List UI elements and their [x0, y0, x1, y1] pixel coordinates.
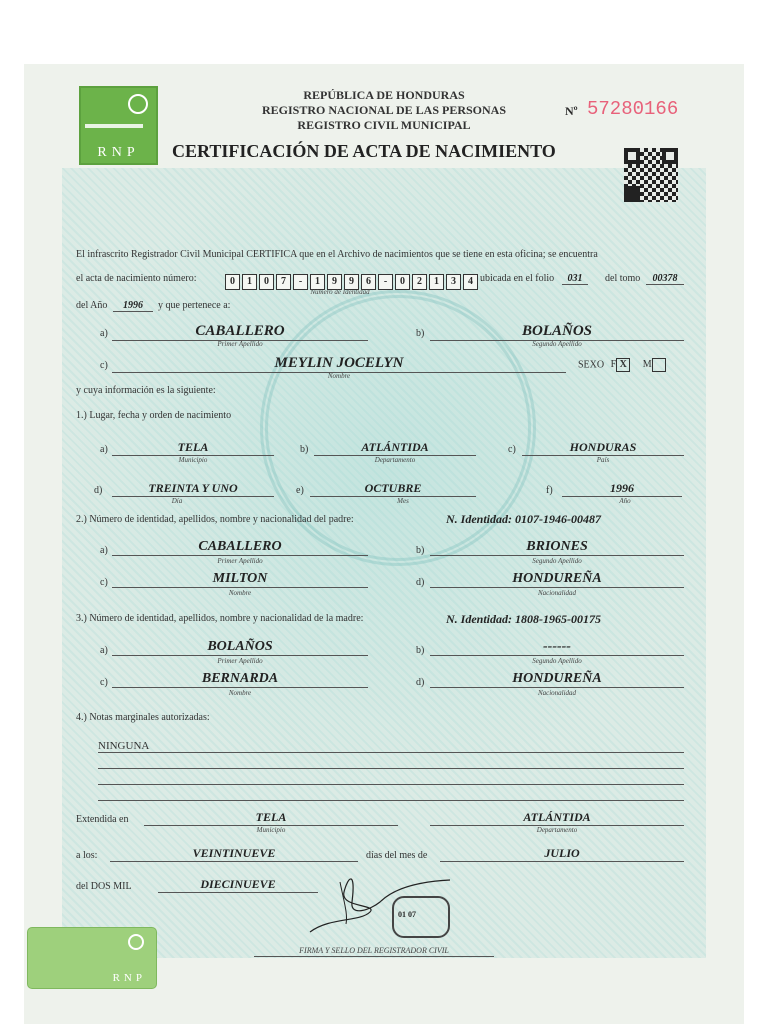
notes-line	[98, 768, 684, 769]
tomo-label: del tomo	[605, 273, 641, 284]
folio-label: ubicada en el folio	[480, 273, 555, 284]
sexo-group	[578, 358, 666, 372]
birth-country-caption: País	[596, 456, 610, 464]
signature-caption: FIRMA Y SELLO DEL REGISTRADOR CIVIL	[299, 946, 449, 955]
section-2-label: 2.) Número de identidad, apellidos, nombre y nacionalidad del padre:	[76, 514, 354, 525]
sexo-label: SEXO	[578, 359, 605, 371]
certificate-number: 57280166	[587, 98, 679, 120]
birth-department: ATLÁNTIDA	[314, 440, 476, 456]
id-digit: 2	[412, 274, 427, 290]
seal-date: 01 07	[398, 910, 416, 919]
dias-mes-label: días del mes de	[366, 850, 428, 861]
tomo-value: 00378	[646, 273, 684, 285]
s2-d-label: d)	[416, 577, 425, 588]
birth-municipality: TELA	[112, 440, 274, 456]
birth-year-caption: Año	[619, 497, 631, 505]
sexo-m-label: M	[642, 359, 652, 371]
father-id: N. Identidad: 0107-1946-00487	[446, 512, 601, 526]
mother-id: N. Identidad: 1808-1965-00175	[446, 612, 601, 626]
s1-d-label: d)	[94, 485, 103, 496]
s1-a-label: a)	[100, 444, 108, 455]
id-digit: 4	[463, 274, 478, 290]
header-line-2: REGISTRO NACIONAL DE LAS PERSONAS	[261, 103, 507, 117]
father-second-surname: BRIONES	[430, 539, 684, 556]
birth-department-caption: Departamento	[374, 456, 416, 464]
logo-text: RNP	[97, 145, 140, 160]
id-digit: 0	[225, 274, 240, 290]
mother-name: BERNARDA	[112, 671, 368, 688]
person-second-surname: BOLAÑOS	[430, 323, 684, 341]
id-digit: 1	[242, 274, 257, 290]
notes-line	[98, 784, 684, 785]
document-title: CERTIFICACIÓN DE ACTA DE NACIMIENTO	[172, 141, 556, 161]
s2-c-label: c)	[100, 577, 108, 588]
id-digit: 7	[276, 274, 291, 290]
section-1-label: 1.) Lugar, fecha y orden de nacimiento	[76, 410, 232, 421]
person-name-caption: Nombre	[327, 372, 351, 380]
id-digit: 6	[361, 274, 376, 290]
s2-b-label: b)	[416, 545, 425, 556]
s3-a-label: a)	[100, 645, 108, 656]
notes-line	[98, 800, 684, 801]
father-first-surname: CABALLERO	[112, 539, 368, 556]
father-first-surname-caption: Primer Apellido	[217, 557, 263, 565]
issued-municipality: TELA	[144, 810, 398, 826]
marginal-notes: NINGUNA	[98, 740, 684, 753]
extendida-label: Extendida en	[76, 814, 129, 825]
mother-first-surname-caption: Primer Apellido	[217, 657, 263, 665]
person-a-label: a)	[100, 328, 108, 339]
stamp-text: RNP	[112, 972, 146, 984]
sexo-f-label: F	[610, 359, 617, 371]
s1-f-label: f)	[546, 485, 553, 496]
mother-name-caption: Nombre	[228, 689, 252, 697]
a-los-label: a los:	[76, 850, 98, 861]
id-digit: 9	[327, 274, 342, 290]
mother-second-surname-caption: Segundo Apellido	[532, 657, 582, 665]
id-digit: 1	[310, 274, 325, 290]
header-line-3: REGISTRO CIVIL MUNICIPAL	[297, 118, 471, 132]
header-line-1: REPÚBLICA DE HONDURAS	[303, 88, 465, 102]
birth-year: 1996	[562, 481, 682, 497]
s2-a-label: a)	[100, 545, 108, 556]
person-first-surname-caption: Primer Apellido	[217, 340, 263, 348]
year-label: del Año	[76, 300, 108, 311]
issued-department-caption: Departamento	[536, 826, 578, 834]
mother-first-surname: BOLAÑOS	[112, 639, 368, 656]
birth-month-caption: Mes	[397, 497, 409, 505]
del-label: del DOS MIL	[76, 881, 132, 892]
s3-d-label: d)	[416, 677, 425, 688]
issued-month: JULIO	[440, 846, 684, 862]
s1-e-label: e)	[296, 485, 304, 496]
issued-day: VEINTINUEVE	[110, 846, 358, 862]
belongs-label: y que pertenece a:	[158, 300, 231, 311]
registrar-signature	[300, 862, 480, 942]
sexo-f-box: X	[616, 358, 630, 372]
person-name: MEYLIN JOCELYN	[112, 355, 566, 373]
father-nationality-caption: Nacionalidad	[537, 589, 577, 597]
issued-year: DIECINUEVE	[158, 877, 318, 893]
id-digit: 9	[344, 274, 359, 290]
birth-day-caption: Día	[171, 497, 183, 505]
info-label: y cuya información es la siguiente:	[76, 385, 216, 396]
sexo-m-box	[652, 358, 666, 372]
person-b-label: b)	[416, 328, 425, 339]
number-label: Nº	[565, 104, 578, 118]
father-second-surname-caption: Segundo Apellido	[532, 557, 582, 565]
id-digit: -	[293, 274, 308, 290]
father-nationality: HONDUREÑA	[430, 571, 684, 588]
stamp-emblem-icon	[128, 934, 144, 950]
person-c-label: c)	[100, 360, 108, 371]
folio-value: 031	[562, 273, 588, 285]
year-value: 1996	[113, 300, 153, 312]
id-digit: 1	[429, 274, 444, 290]
issued-department: ATLÁNTIDA	[430, 810, 684, 826]
father-name-caption: Nombre	[228, 589, 252, 597]
person-second-surname-caption: Segundo Apellido	[532, 340, 582, 348]
id-digit: -	[378, 274, 393, 290]
birth-country: HONDURAS	[522, 440, 684, 456]
id-caption: Número de Identidad	[310, 288, 370, 296]
intro-text-2: el acta de nacimiento número:	[76, 273, 197, 284]
birth-municipality-caption: Municipio	[178, 456, 208, 464]
id-digit: 3	[446, 274, 461, 290]
registrar-seal	[392, 896, 450, 938]
s1-c-label: c)	[508, 444, 516, 455]
birth-month: OCTUBRE	[310, 481, 476, 497]
rnp-stamp	[28, 928, 156, 988]
birth-day: TREINTA Y UNO	[112, 481, 274, 497]
father-name: MILTON	[112, 571, 368, 588]
mother-nationality-caption: Nacionalidad	[537, 689, 577, 697]
id-digit: 0	[259, 274, 274, 290]
qr-code	[624, 148, 678, 202]
mother-second-surname: ------	[430, 639, 684, 656]
signature-line	[254, 956, 494, 957]
section-4-label: 4.) Notas marginales autorizadas:	[76, 712, 210, 723]
person-first-surname: CABALLERO	[112, 323, 368, 341]
s3-c-label: c)	[100, 677, 108, 688]
id-digit: 0	[395, 274, 410, 290]
intro-text-1: El infrascrito Registrador Civil Municipal CERTIFICA que en el Archivo de nacimientos que se tiene en esta oficina; se encuentra	[76, 249, 598, 260]
section-3-label: 3.) Número de identidad, apellidos, nombre y nacionalidad de la madre:	[76, 613, 364, 624]
s3-b-label: b)	[416, 645, 425, 656]
mother-nationality: HONDUREÑA	[430, 671, 684, 688]
s1-b-label: b)	[300, 444, 309, 455]
issued-municipality-caption: Municipio	[256, 826, 286, 834]
